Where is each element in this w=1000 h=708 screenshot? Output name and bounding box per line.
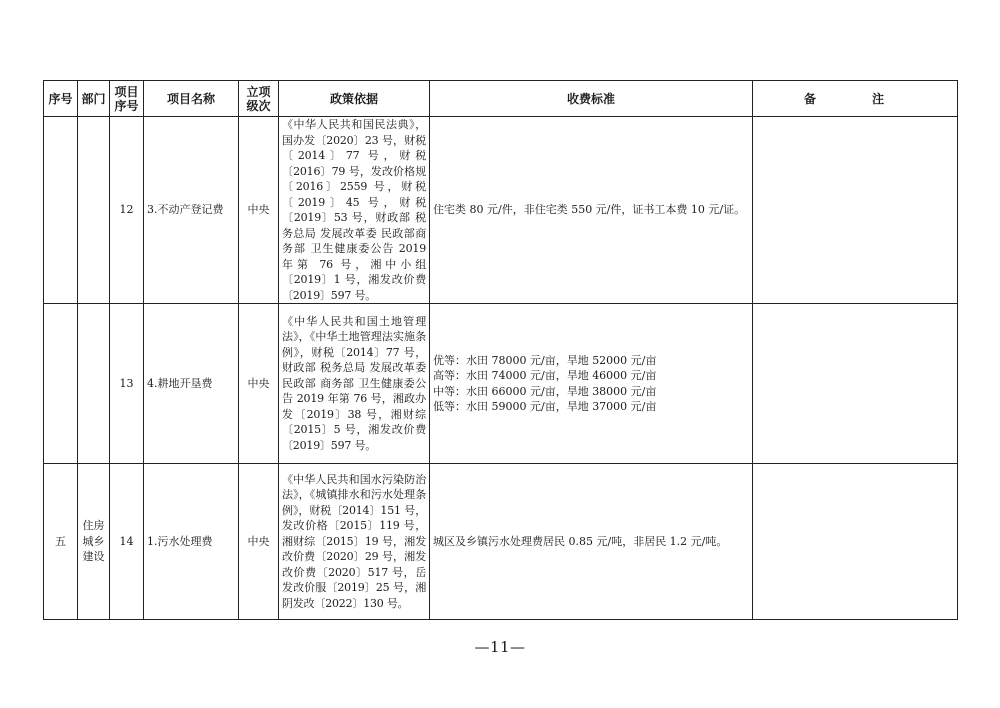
standard-line: 住宅类 80 元/件，非住宅类 550 元/件，证书工本费 10 元/证。	[433, 203, 746, 217]
table-header-row	[44, 81, 958, 117]
standard-line: 低等：水田 59000 元/亩，旱地 37000 元/亩	[433, 400, 657, 413]
cell-seq	[44, 117, 78, 304]
standard-line: 中等：水田 66000 元/亩，旱地 38000 元/亩	[433, 384, 657, 398]
standard-line: 优等：水田 78000 元/亩，旱地 52000 元/亩	[433, 353, 657, 367]
cell-dept	[78, 304, 110, 464]
table-row	[44, 464, 958, 620]
standard-line: 高等：水田 74000 元/亩，旱地 46000 元/亩	[433, 369, 657, 382]
cell-note	[753, 464, 958, 620]
header-dept: 部门	[78, 81, 110, 117]
header-item-no: 项目序号	[110, 81, 144, 117]
cell-item-no: 12	[110, 117, 144, 304]
header-seq: 序号	[44, 81, 78, 117]
cell-seq	[44, 304, 78, 464]
cell-item-no: 14	[110, 464, 144, 620]
cell-policy: 《中华人民共和国土地管理法》，《中华土地管理法实施条例》，财税〔2014〕77 号，财政部 税务总局 发展改革委 民政部 商务部 卫生健康委公告 2019 年第 76 号，湘政办发〔2019〕38 号，湘财综〔2015〕5 号，湘发改价费〔2019〕597 号。	[279, 304, 430, 464]
cell-level: 中央	[239, 117, 279, 304]
cell-level: 中央	[239, 304, 279, 464]
cell-item-name: 1.污水处理费	[144, 464, 239, 620]
cell-policy: 《中华人民共和国水污染防治法》，《城镇排水和污水处理条例》，财税〔2014〕151 号，发改价格〔2015〕119 号，湘财综〔2015〕19 号，湘发改价费〔2020〕29 号，湘发改价费〔2020〕517 号，岳发改价服〔2019〕25 号，湘阴发改〔2022〕130 号。	[279, 464, 430, 620]
cell-item-name: 4.耕地开垦费	[144, 304, 239, 464]
cell-standard	[430, 464, 753, 620]
cell-dept	[78, 117, 110, 304]
page-number: —11—	[474, 638, 526, 656]
cell-standard	[430, 117, 753, 304]
header-standard: 收费标准	[430, 81, 753, 117]
standard-line: 城区及乡镇污水处理费居民 0.85 元/吨，非居民 1.2 元/吨。	[433, 534, 728, 548]
header-policy: 政策依据	[279, 81, 430, 117]
cell-standard	[430, 304, 753, 464]
table-row	[44, 117, 958, 304]
cell-note	[753, 304, 958, 464]
cell-level: 中央	[239, 464, 279, 620]
table-row	[44, 304, 958, 464]
cell-dept: 住房城乡建设	[78, 464, 110, 620]
header-level: 立项级次	[239, 81, 279, 117]
cell-item-no: 13	[110, 304, 144, 464]
cell-item-name: 3.不动产登记费	[144, 117, 239, 304]
cell-policy: 《中华人民共和国民法典》，国办发〔2020〕23 号，财税〔2014〕77 号，财税〔2016〕79 号，发改价格规〔2016〕2559 号，财税〔2019〕45 号，财税〔2019〕53 号，财政部 税务总局 发展改革委 民政部商务部 卫生健康委公告 2019 年第 76 号，湘中小组〔2019〕1 号，湘发改价费〔2019〕597 号。	[279, 117, 430, 304]
cell-note	[753, 117, 958, 304]
header-note: 备 注	[753, 81, 958, 117]
fee-table	[43, 80, 958, 620]
header-item-name: 项目名称	[144, 81, 239, 117]
cell-seq: 五	[44, 464, 78, 620]
